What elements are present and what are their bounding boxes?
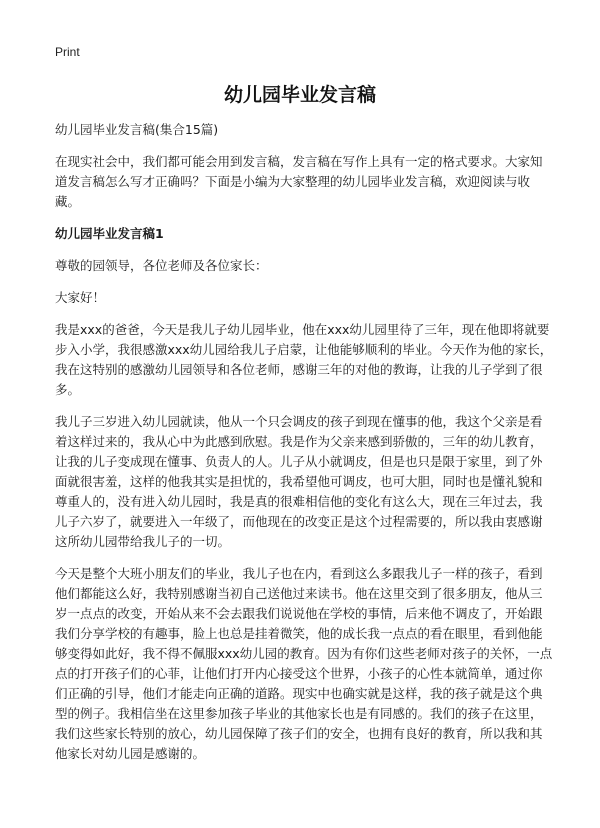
document-subtitle: 幼儿园毕业发言稿(集合15篇): [55, 122, 219, 137]
section-heading: 幼儿园毕业发言稿1: [55, 226, 164, 241]
greeting-line: 尊敬的园领导，各位老师及各位家长：: [55, 258, 268, 273]
intro-paragraph: 在现实社会中，我们都可能会用到发言稿，发言稿在写作上具有一定的格式要求。大家知道发言稿怎么写才正确吗？下面是小编为大家整理的幼儿园毕业发言稿，欢迎阅读与收藏。: [55, 154, 543, 209]
document-body: [55, 120, 553, 776]
print-link[interactable]: Print: [55, 45, 80, 59]
salutation-line: 大家好！: [55, 290, 106, 305]
body-paragraph: 我儿子三岁进入幼儿园就读，他从一个只会调皮的孩子到现在懂事的他，我这个父亲是看着这样过来的，我从心中为此感到欣慰。我是作为父亲来感到骄傲的，三年的幼儿教育，让我的儿子变成现在懂事、负责人的人。儿子从小就调皮，但是也只是限于家里，到了外面就很害羞，这样的他我其实是担忧的，我希望他可调皮，也可大胆，同时也是懂礼貌和尊重人的，没有进入幼儿园时，我是真的很难相信他的变化有这么大，现在三年过去，我儿子六岁了，就要进入一年级了，而他现在的改变正是这个过程需要的，所以我由衷感谢这所幼儿园带给我儿子的一切。: [55, 414, 543, 549]
body-paragraph: 今天是整个大班小朋友们的毕业，我儿子也在内，看到这么多跟我儿子一样的孩子，看到他们都能这么好，我特别感谢当初自己送他过来读书。他在这里交到了很多朋友，他从三岁一点点的改变，开始从来不会去跟我们说说他在学校的事情，后来他不调皮了，开始跟我们分享学校的有趣事，脸上也总是挂着微笑，他的成长我一点点的看在眼里，看到他能够变得如此好，我不得不佩服xxx幼儿园的教育。因为有你们这些老师对孩子的关怀，一点点的打开孩子们的心菲，让他们打开内心接受这个世界，小孩子的心性本就简单，通过你们正确的引导，他们才能走向正确的道路。现实中也确实就是这样，我的孩子就是这个典型的例子。我相信坐在这里参加孩子毕业的其他家长也是有同感的。我们的孩子在这里，我们这些家长特别的放心，幼儿园保障了孩子们的安全，也拥有良好的教育，所以我和其他家长对幼儿园是感谢的。: [55, 566, 553, 761]
document-title: 幼儿园毕业发言稿: [223, 84, 376, 106]
body-paragraph: 我是xxx的爸爸，今天是我儿子幼儿园毕业，他在xxx幼儿园里待了三年，现在他即将就要步入小学，我很感激xxx幼儿园给我儿子启蒙，让他能够顺利的毕业。今天作为他的家长，我在这特别的感激幼儿园领导和各位老师，感谢三年的对他的教诲，让我的儿子学到了很多。: [55, 322, 553, 397]
